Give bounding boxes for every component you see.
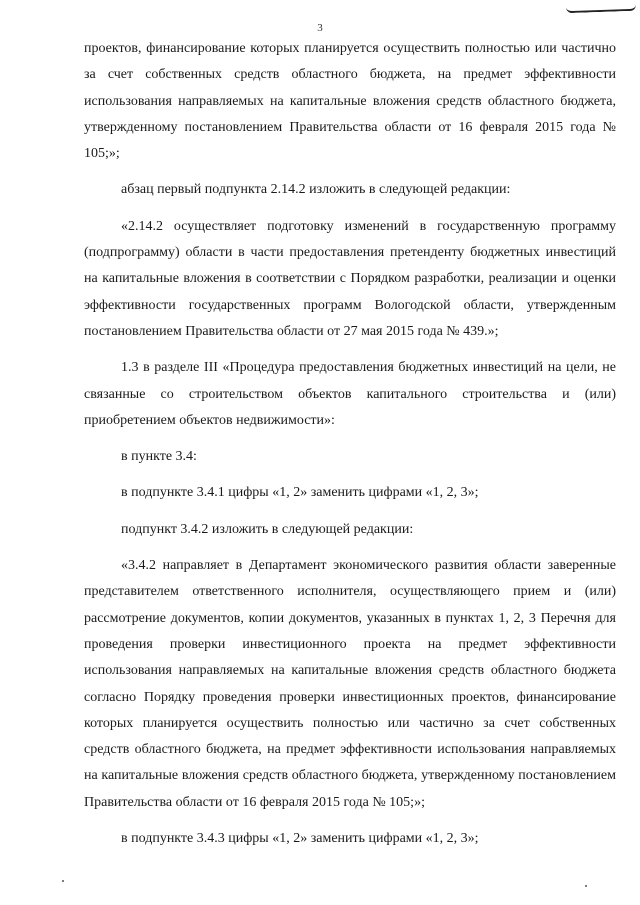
paragraph-subpoint-3-4-3: в подпункте 3.4.3 цифры «1, 2» заменить цифрами «1, 2, 3»; — [121, 831, 479, 847]
page-number: 3 — [317, 22, 323, 34]
paragraph-point-3-4: в пункте 3.4: — [121, 449, 197, 465]
paragraph-subpoint-3-4-1: в подпункте 3.4.1 цифры «1, 2» заменить цифрами «1, 2, 3»; — [121, 485, 479, 501]
paragraph-subpoint-3-4-2-intro: подпункт 3.4.2 изложить в следующей редакции: — [121, 521, 414, 537]
paragraph-amendment-2-14-2-intro: абзац первый подпункта 2.14.2 изложить в следующей редакции: — [121, 182, 511, 198]
scan-speck — [585, 885, 587, 887]
scan-speck — [62, 880, 64, 882]
paragraph-section-3-amendment: 1.3 в разделе III «Процедура предоставления бюджетных инвестиций на цели, не связанные со строительством объектов капитального строительства и (или) приобретением объектов недвижимости»: — [84, 360, 616, 428]
scan-corner-mark — [566, 1, 636, 13]
paragraph-3-4-2-text: «3.4.2 направляет в Департамент экономического развития области заверенные представителем ответственного исполнителя, осуществляющего прием и (или) рассмотрение документов, копии документов, указанных в пунктах 1, 2, 3 Перечня для проведения проверки инвестиционного проекта на предмет эффективности использования направляемых на капитальные вложения средств областного бюджета согласно Порядку проведения проверки инвестиционных проектов, финансирование которых планируется осуществить полностью или частично за счет собственных средств областного бюджета, на предмет эффективности использования направляемых на капитальные вложения средств областного бюджета, утвержденному постановлением Правительства области от 16 февраля 2015 года № 105;»; — [84, 558, 616, 810]
paragraph-continuation: проектов, финансирование которых планируется осуществить полностью или частично за счет собственных средств областного бюджета, на предмет эффективности использования направляемых на капитальные вложения средств областного бюджета, утвержденному постановлением Правительства области от 16 февраля 2015 года № 105;»; — [84, 41, 616, 162]
document-body — [84, 36, 616, 862]
paragraph-2-14-2-text: «2.14.2 осуществляет подготовку изменений в государственную программу (подпрограмму) области в части предоставления претенденту бюджетных инвестиций на капитальные вложения в соответствии с Порядком разработки, реализации и оценки эффективности государственных программ Вологодской области, утвержденным постановлением Правительства области от 27 мая 2015 года № 439.»; — [84, 218, 616, 339]
